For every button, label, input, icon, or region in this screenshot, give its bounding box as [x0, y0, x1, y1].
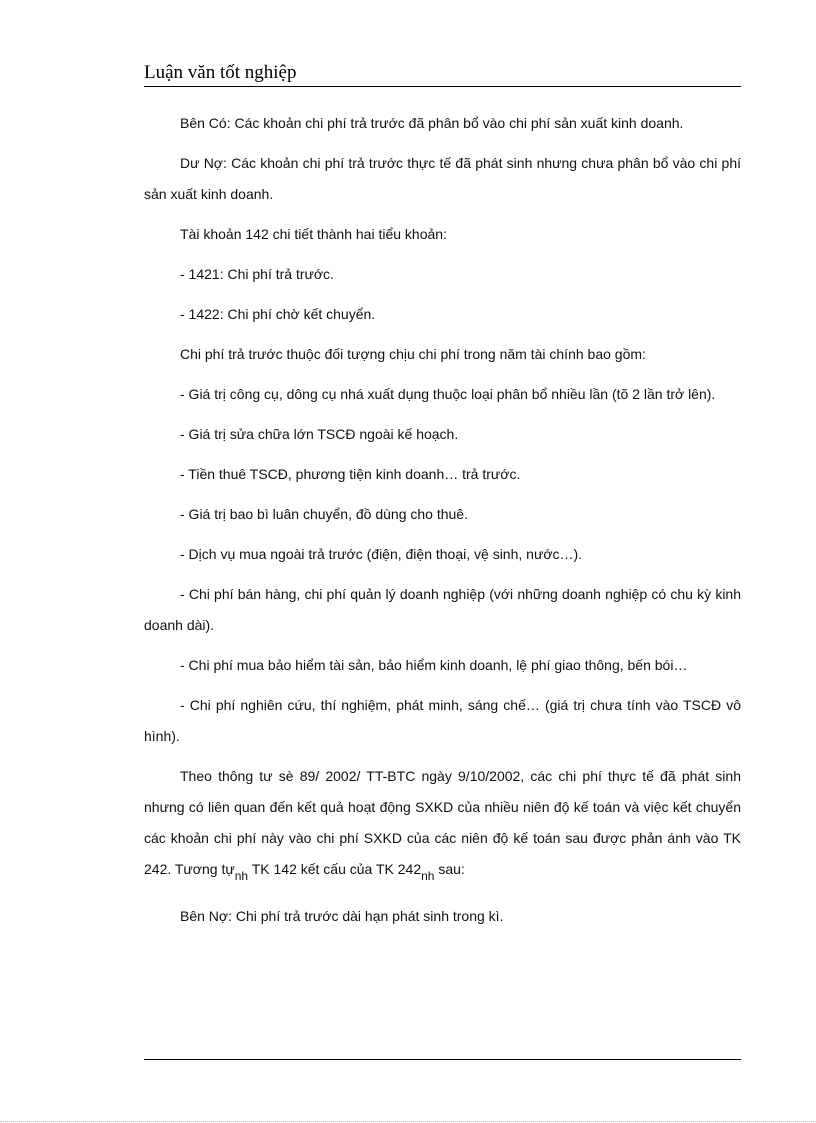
paragraph: - Giá trị bao bì luân chuyển, đồ dùng cho thuê. [180, 506, 468, 522]
paragraph: Tài khoản 142 chi tiết thành hai tiểu khoản: [180, 226, 447, 242]
paragraph: - Giá trị công cụ, dông cụ nhá xuất dụng thuộc loại phân bổ nhiều lần (tõ 2 lần trở lên). [180, 386, 716, 402]
circular-text-2: TK 142 kết cấu của TK 242 [248, 861, 422, 877]
page-header [144, 62, 741, 87]
paragraph: Dư Nợ: Các khoản chi phí trả trước thực tế đã phát sinh nhưng chưa phân bổ vào chi phí sản xuất kinh doanh. [144, 155, 741, 202]
paragraph: - Dịch vụ mua ngoài trả trước (điện, điện thoại, vệ sinh, nước…). [180, 546, 583, 562]
paragraph: - Chi phí nghiên cứu, thí nghiệm, phát minh, sáng chế… (giá trị chưa tính vào TSCĐ vô hình). [144, 697, 741, 744]
circular-text-3: sau: [434, 861, 465, 877]
subscript-nh-2: nh [421, 869, 435, 883]
circular-paragraph [144, 761, 741, 892]
paragraph: - Chi phí bán hàng, chi phí quản lý doanh nghiệp (với những doanh nghiệp có chu kỳ kinh doanh dài). [144, 586, 741, 633]
paragraph: - Tiền thuê TSCĐ, phương tiện kinh doanh… trả trước. [180, 466, 521, 482]
subscript-nh-1: nh [234, 869, 249, 883]
footer-rule [144, 1059, 741, 1060]
paragraph-last: Bên Nợ: Chi phí trả trước dài hạn phát sinh trong kì. [180, 908, 504, 924]
paragraph: - 1421: Chi phí trả trước. [180, 266, 334, 282]
paragraph: Bên Có: Các khoản chi phí trả trước đã phân bổ vào chi phí sản xuất kinh doanh. [180, 115, 684, 131]
paragraph: - Chi phí mua bảo hiểm tài sản, bảo hiểm kinh doanh, lệ phí giao thông, bến bói… [180, 657, 688, 673]
page-edge [0, 1121, 816, 1122]
paragraph: Chi phí trả trước thuộc đối tượng chịu chi phí trong năm tài chính bao gồm: [180, 346, 646, 362]
paragraph: - 1422: Chi phí chờ kết chuyển. [180, 306, 376, 322]
paragraph: - Giá trị sửa chữa lớn TSCĐ ngoài kế hoạch. [180, 426, 459, 442]
circular-text-1: Theo thông tư sè 89/ 2002/ TT-BTC ngày 9/10/2002, các chi phí thực tế đã phát sinh nhưng có liên quan đến kết quả hoạt động SXKD của nhiều niên độ kế toán và việc kết chuyển các khoản chi phí này vào chi phí SXKD của các niên độ kế toán sau được phản ánh vào TK 242. Tương tự [144, 768, 741, 877]
header-title: Luận văn tốt nghiệp [144, 62, 297, 83]
document-body [144, 108, 741, 941]
